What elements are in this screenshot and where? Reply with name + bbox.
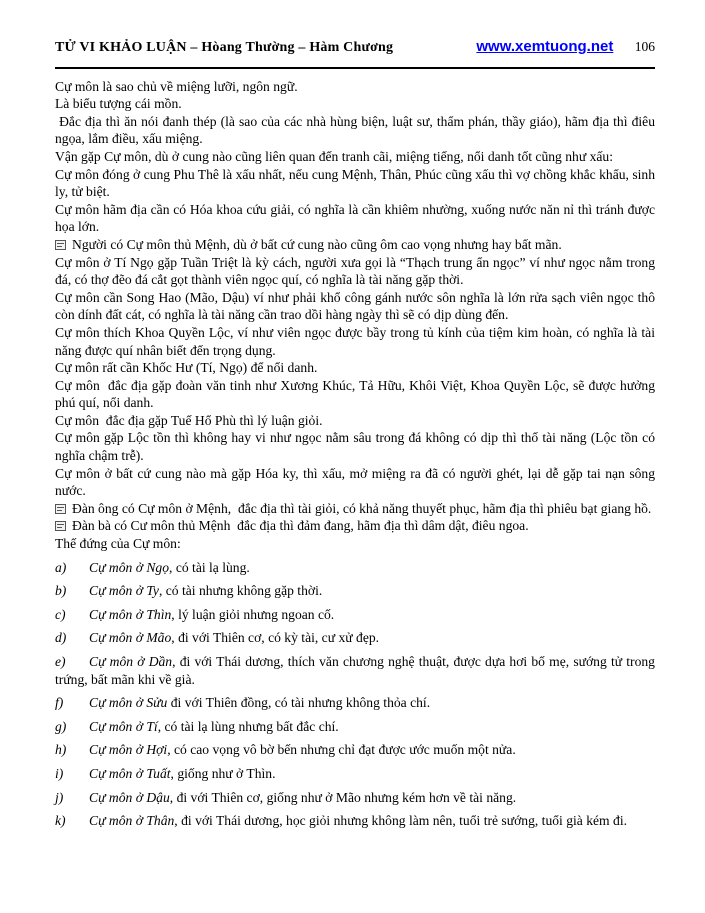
list-rest: đi với Thiên đồng, có tài nhưng không thỏa chí. <box>167 695 431 711</box>
list-marker: e) <box>55 654 66 669</box>
list-item <box>55 694 655 712</box>
page-header <box>55 38 655 57</box>
list-item <box>55 718 655 736</box>
list-item <box>55 559 655 577</box>
list-item <box>55 812 655 830</box>
document-body <box>55 78 655 830</box>
paragraph-text: Cự môn là sao chủ về miệng lưỡi, ngôn ngữ. <box>55 78 298 94</box>
paragraph <box>55 359 655 377</box>
note-paragraph <box>55 500 655 518</box>
list-rest: , giống như ở Thìn. <box>170 765 276 781</box>
list-marker: h) <box>55 742 67 758</box>
paragraph <box>55 535 655 553</box>
list-marker: d) <box>55 630 67 646</box>
list-marker: c) <box>55 606 66 622</box>
document-title: TỬ VI KHẢO LUẬN – Hòang Thường – Hàm Chương <box>55 40 394 55</box>
paragraph <box>55 465 655 500</box>
note-icon <box>55 240 66 250</box>
paragraph-text: Cự môn đắc địa gặp đoàn văn tinh như Xương Khúc, Tả Hữu, Khôi Việt, Khoa Quyền Lộc, sẽ được hưởng phú quí, nổi danh. <box>55 377 655 411</box>
list-item <box>55 741 655 759</box>
paragraph <box>55 254 655 289</box>
list-lead: Cự môn ở Ngọ <box>89 559 170 575</box>
paragraph <box>55 95 655 113</box>
paragraph <box>55 324 655 359</box>
header-right <box>476 38 655 56</box>
list-lead: Cự môn ở Tuất <box>89 765 171 781</box>
paragraph-text: Đắc địa thì ăn nói đanh thép (là sao của các nhà hùng biện, luật sư, thẩm phán, thầy giáo), hãm địa thì điêu ngọa, lắm điều, xấu miệng. <box>55 113 655 147</box>
paragraph-text: Là biểu tượng cái mồn. <box>55 96 182 112</box>
list-rest: , đi với Thiên cơ, có kỳ tài, cư xử đẹp. <box>171 630 380 646</box>
paragraph-text: Cự môn ở bất cứ cung nào mà gặp Hóa ky, thì xấu, mở miệng ra đã có người ghét, lại dễ gặp tai nạn sông nước. <box>55 465 655 499</box>
list-marker: g) <box>55 718 67 734</box>
list-rest: , đi với Thiên cơ, giống như ở Mão nhưng kém hơn về tài năng. <box>169 789 517 805</box>
paragraph-text: Thế đứng của Cự môn: <box>55 536 181 552</box>
note-paragraph <box>55 236 655 254</box>
list-lead: Cự môn ở Dần <box>89 654 173 669</box>
list-item <box>55 789 655 807</box>
paragraph-text: Cự môn hãm địa cần có Hóa khoa cứu giải, có nghĩa là cần khiêm nhường, xuống nước năn nỉ thì tránh được họa lớn. <box>55 201 655 235</box>
paragraph <box>55 201 655 236</box>
list-rest: , lý luận giỏi nhưng ngoan cố. <box>171 606 335 622</box>
paragraph <box>55 113 655 148</box>
list-lead: Cự môn ở Dậu <box>89 789 170 805</box>
list-lead: Cự môn ở Ty <box>89 583 159 599</box>
list-item <box>55 606 655 624</box>
paragraph-text: Đàn ông có Cự môn ở Mệnh, đắc địa thì tài giỏi, có khả năng thuyết phục, hãm địa thì phiêu bạt giang hồ. <box>72 500 652 516</box>
note-paragraph <box>55 517 655 535</box>
list-marker: b) <box>55 583 67 599</box>
paragraph-text: Người có Cự môn thủ Mệnh, dù ở bất cứ cung nào cũng ôm cao vọng nhưng hay bất mãn. <box>72 236 562 252</box>
paragraph-text: Cự môn cần Song Hao (Mão, Dậu) ví như phải khổ công gánh nước sôn nghĩa là lớn rửa sạch viên ngọc thô còn dính đất cát, có nghĩa là tài năng cần trao dồi hàng ngày thì sẽ có dịp dùng đến. <box>55 289 655 323</box>
note-icon <box>55 521 66 531</box>
paragraph-text: Cự môn thích Khoa Quyền Lộc, ví như viên ngọc được bầy trong tủ kính của tiệm kim hoàn, có nghĩa là tài năng được quí nhân biết đến trọng dụng. <box>55 324 655 358</box>
paragraph <box>55 166 655 201</box>
paragraph <box>55 78 655 96</box>
header-divider <box>55 67 655 69</box>
paragraph-text: Cự môn rất cần Khốc Hư (Tí, Ngọ) để nổi danh. <box>55 360 318 376</box>
list-item <box>55 629 655 647</box>
paragraph-text: Cự môn đắc địa gặp Tuế Hổ Phù thì lý luận giỏi. <box>55 412 323 428</box>
list-lead: Cự môn ở Tí <box>89 718 158 734</box>
list-item <box>55 582 655 600</box>
list-marker: k) <box>55 813 66 829</box>
list-item <box>55 765 655 783</box>
paragraph-text: Đàn bà có Cư môn thủ Mệnh đắc địa thì đảm đang, hãm địa thì dâm dật, điêu ngoa. <box>72 518 529 534</box>
list-lead: Cự môn ở Sửu <box>89 695 168 711</box>
paragraph <box>55 377 655 412</box>
website-link[interactable]: www.xemtuong.net <box>476 38 614 55</box>
paragraph-text: Vận gặp Cự môn, dù ở cung nào cũng liên quan đến tranh cãi, miệng tiếng, nổi danh tốt cũng như xấu: <box>55 148 614 164</box>
list-rest: , đi với Thái dương, thích văn chương nghệ thuật, được dựa hơi bố mẹ, sướng tử trong trứng, bất mãn khi về già. <box>55 654 655 687</box>
list-marker: j) <box>55 789 64 805</box>
paragraph <box>55 429 655 464</box>
list-lead: Cự môn ở Hợi <box>89 742 168 758</box>
paragraph <box>55 148 655 166</box>
paragraph-text: Cự môn gặp Lộc tồn thì không hay vi như ngọc nằm sâu trong đá không có dịp thì thố tài năng (Lộc tồn có nghĩa chậm trễ). <box>55 430 655 464</box>
page-number: 106 <box>634 39 655 54</box>
list-marker: i) <box>55 765 64 781</box>
list-rest: , có tài nhưng không gặp thời. <box>158 583 323 599</box>
list-rest: , đi với Thái dương, học giỏi nhưng không làm nên, tuổi trẻ sướng, tuổi già kém đi. <box>174 813 627 829</box>
list-lead: Cự môn ở Mão <box>89 630 172 646</box>
list-lead: Cự môn ở Thìn <box>89 606 172 622</box>
paragraph-text: Cự môn ở Tí Ngọ gặp Tuần Triệt là kỳ cách, người xưa gọi là “Thạch trung ẩn ngọc” ví như ngọc nằm trong đá, có thợ đẽo đá cắt gọt thành viên ngọc quí, có nghĩa là tài năng gặp thời. <box>55 254 655 288</box>
paragraph-text: Cự môn đóng ở cung Phu Thê là xấu nhất, nếu cung Mệnh, Thân, Phúc cũng xấu thì vợ chồng khắc khẩu, sinh ly, tử biệt. <box>55 166 655 200</box>
list-rest: , có tài lạ lùng nhưng bất đắc chí. <box>157 718 339 734</box>
list-lead: Cự môn ở Thân <box>89 813 175 829</box>
list-marker: f) <box>55 695 64 711</box>
list-marker: a) <box>55 559 67 575</box>
list-item <box>55 653 655 688</box>
note-icon <box>55 504 66 514</box>
list-rest: , có tài lạ lùng. <box>169 559 250 575</box>
list-rest: , có cao vọng vô bờ bến nhưng chỉ đạt được ước muốn một nửa. <box>167 742 516 758</box>
paragraph <box>55 412 655 430</box>
paragraph <box>55 289 655 324</box>
